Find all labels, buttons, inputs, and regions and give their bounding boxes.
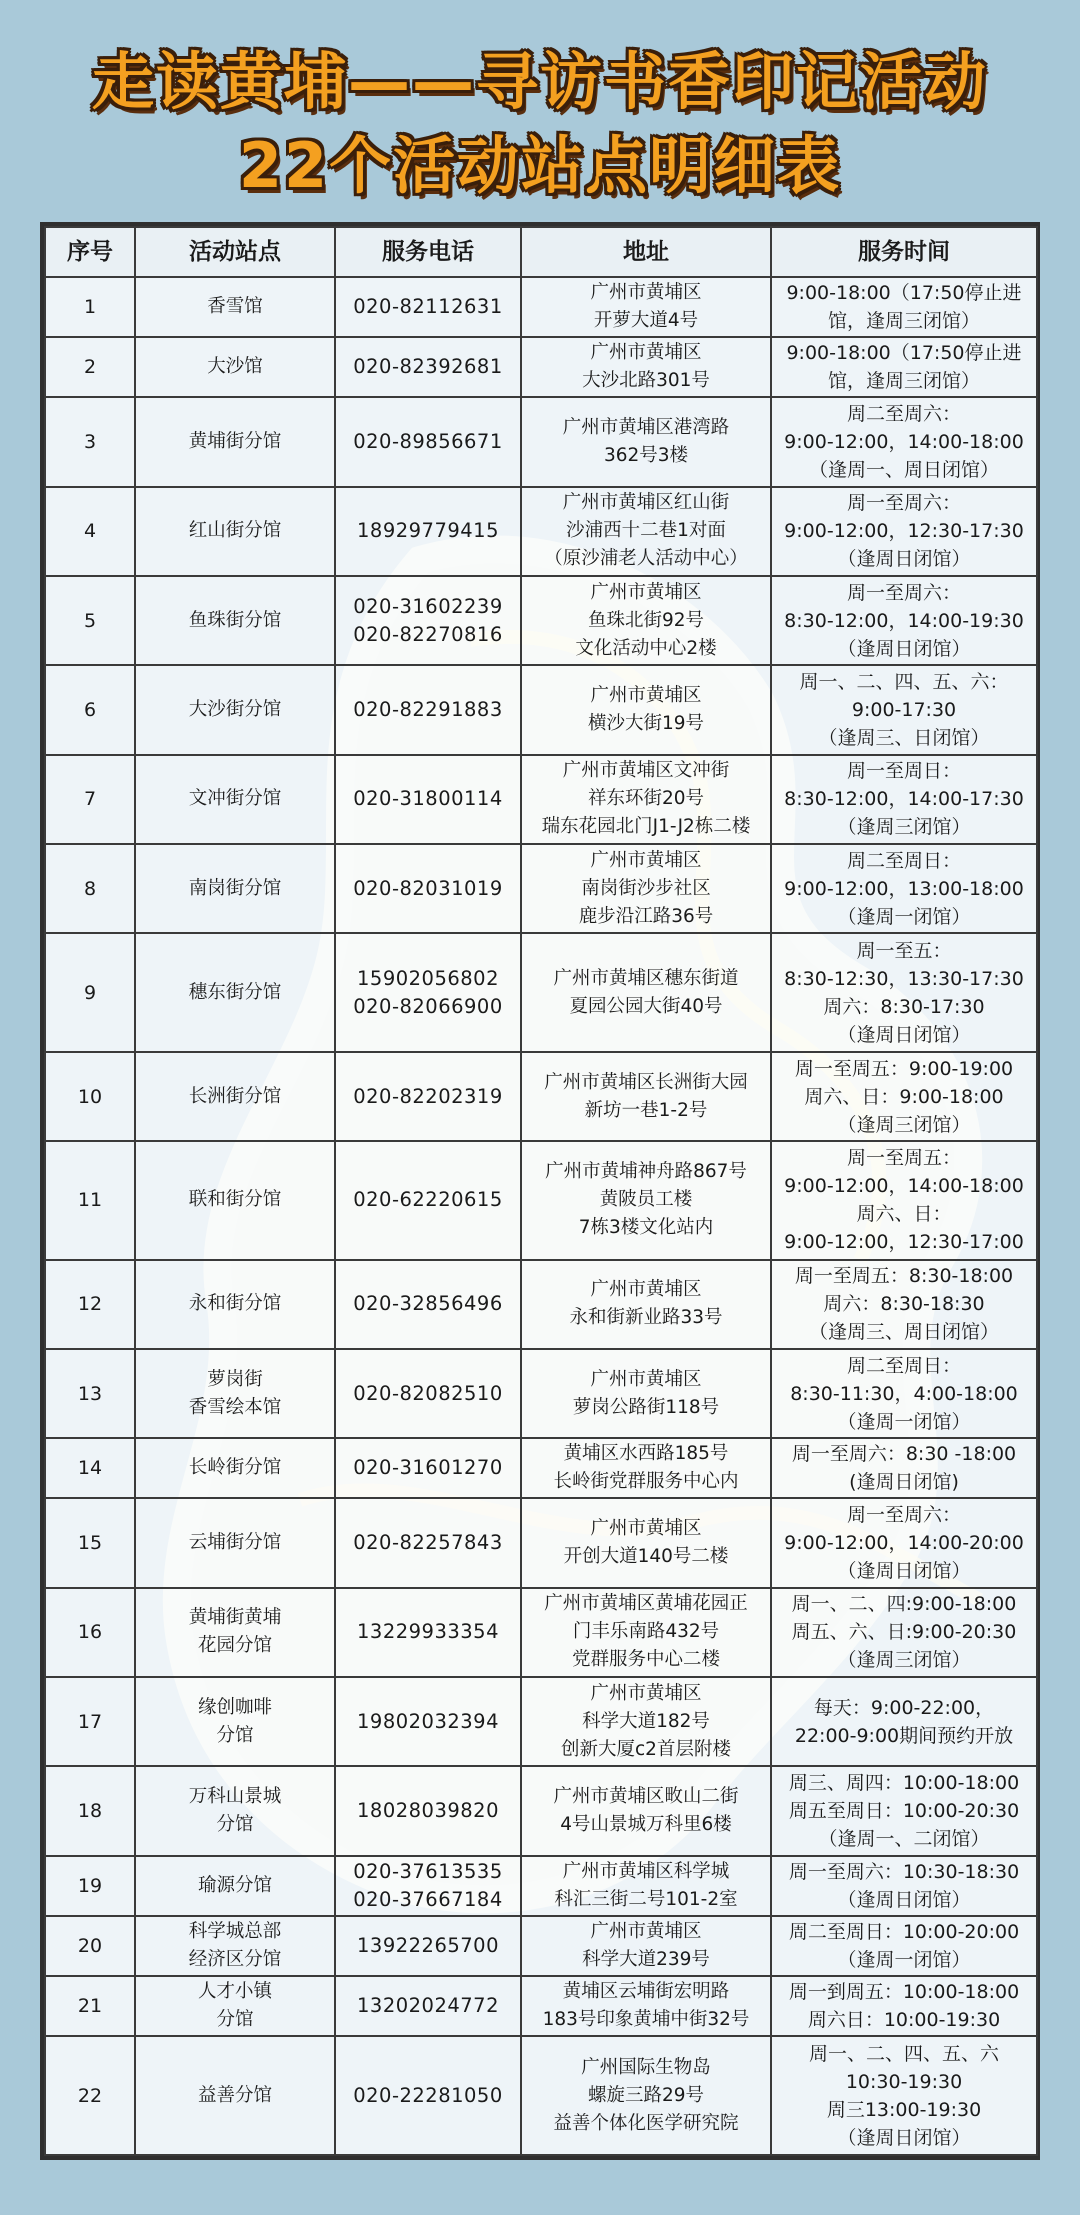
service-hours-cell: 周一至周五： 9:00-12:00，14:00-18:00 周六、日： 9:00-12:00，12:30-17:00 <box>771 1141 1037 1259</box>
phone-number-cell: 020-82257843 <box>335 1498 521 1587</box>
phone-number-cell: 020-22281050 <box>335 2036 521 2155</box>
table-body <box>45 277 1037 2155</box>
service-hours-cell: 周一、二、四、五、六 10:30-19:30 周三13:00-19:30 （逢周日闭馆） <box>771 2036 1037 2155</box>
phone-number-cell: 18929779415 <box>335 487 521 576</box>
row-number-cell: 14 <box>45 1438 135 1498</box>
site-name-cell: 文冲街分馆 <box>135 755 335 844</box>
table-row <box>45 665 1037 754</box>
phone-number-cell: 020-82082510 <box>335 1349 521 1438</box>
row-number-cell: 13 <box>45 1349 135 1438</box>
service-hours-cell: 周二至周日： 9:00-12:00，13:00-18:00 （逢周一闭馆） <box>771 844 1037 933</box>
address-cell: 广州市黄埔区文冲街 祥东环街20号 瑞东花园北门J1-J2栋二楼 <box>521 755 771 844</box>
service-hours-cell: 周一、二、四、五、六： 9:00-17:30 （逢周三、日闭馆） <box>771 665 1037 754</box>
address-cell: 广州市黄埔区 开创大道140号二楼 <box>521 1498 771 1587</box>
table-row <box>45 1438 1037 1498</box>
site-name-cell: 益善分馆 <box>135 2036 335 2155</box>
site-name-cell: 长洲街分馆 <box>135 1052 335 1141</box>
table-row <box>45 755 1037 844</box>
column-header-hours: 服务时间 <box>771 227 1037 277</box>
service-hours-cell: 周一至周六： 8:30-12:00，14:00-19:30 （逢周日闭馆） <box>771 576 1037 665</box>
table-row <box>45 1976 1037 2036</box>
site-name-cell: 萝岗街 香雪绘本馆 <box>135 1349 335 1438</box>
table-row <box>45 487 1037 576</box>
table-row <box>45 1349 1037 1438</box>
phone-number-cell: 020-82031019 <box>335 844 521 933</box>
table-row <box>45 277 1037 337</box>
site-name-cell: 科学城总部 经济区分馆 <box>135 1916 335 1976</box>
address-cell: 广州市黄埔区港湾路 362号3楼 <box>521 397 771 486</box>
table-row <box>45 1766 1037 1855</box>
phone-number-cell: 13229933354 <box>335 1588 521 1677</box>
row-number-cell: 5 <box>45 576 135 665</box>
site-name-cell: 永和街分馆 <box>135 1260 335 1349</box>
phone-number-cell: 13202024772 <box>335 1976 521 2036</box>
stations-table <box>44 226 1038 2156</box>
table-row <box>45 1588 1037 1677</box>
address-cell: 广州市黄埔区 开萝大道4号 <box>521 277 771 337</box>
address-cell: 黄埔区水西路185号 长岭街党群服务中心内 <box>521 1438 771 1498</box>
row-number-cell: 22 <box>45 2036 135 2155</box>
phone-number-cell: 18028039820 <box>335 1766 521 1855</box>
table-row <box>45 2036 1037 2155</box>
page-header <box>0 40 1080 208</box>
column-header-phone: 服务电话 <box>335 227 521 277</box>
service-hours-cell: 周一至周五：8:30-18:00 周六：8:30-18:30 （逢周三、周日闭馆） <box>771 1260 1037 1349</box>
column-header-no: 序号 <box>45 227 135 277</box>
table-row <box>45 337 1037 397</box>
table-row <box>45 1052 1037 1141</box>
phone-number-cell: 020-31601270 <box>335 1438 521 1498</box>
site-name-cell: 南岗街分馆 <box>135 844 335 933</box>
phone-number-cell: 020-37613535 020-37667184 <box>335 1856 521 1916</box>
address-cell: 广州市黄埔区 科学大道239号 <box>521 1916 771 1976</box>
site-name-cell: 红山街分馆 <box>135 487 335 576</box>
address-cell: 广州市黄埔区 鱼珠北街92号 文化活动中心2楼 <box>521 576 771 665</box>
phone-number-cell: 15902056802 020-82066900 <box>335 933 521 1051</box>
address-cell: 广州市黄埔区畋山二街 4号山景城万科里6楼 <box>521 1766 771 1855</box>
address-cell: 广州市黄埔神舟路867号 黄陂员工楼 7栋3楼文化站内 <box>521 1141 771 1259</box>
table-row <box>45 844 1037 933</box>
address-cell: 广州市黄埔区长洲街大园 新坊一巷1-2号 <box>521 1052 771 1141</box>
site-name-cell: 大沙街分馆 <box>135 665 335 754</box>
address-cell: 广州市黄埔区 永和街新业路33号 <box>521 1260 771 1349</box>
service-hours-cell: 周一至周六：8:30 -18:00 (逢周日闭馆) <box>771 1438 1037 1498</box>
site-name-cell: 联和街分馆 <box>135 1141 335 1259</box>
table-header-row <box>45 227 1037 277</box>
row-number-cell: 16 <box>45 1588 135 1677</box>
phone-number-cell: 020-82291883 <box>335 665 521 754</box>
table-row <box>45 1498 1037 1587</box>
address-cell: 广州市黄埔区科学城 科汇三街二号101-2室 <box>521 1856 771 1916</box>
table-row <box>45 933 1037 1051</box>
service-hours-cell: 周一、二、四:9:00-18:00 周五、六、日:9:00-20:30 （逢周三闭馆） <box>771 1588 1037 1677</box>
site-name-cell: 香雪馆 <box>135 277 335 337</box>
row-number-cell: 19 <box>45 1856 135 1916</box>
service-hours-cell: 周一至五： 8:30-12:30，13:30-17:30 周六：8:30-17:30 （逢周日闭馆） <box>771 933 1037 1051</box>
site-name-cell: 黄埔街分馆 <box>135 397 335 486</box>
row-number-cell: 21 <box>45 1976 135 2036</box>
address-cell: 广州市黄埔区 南岗街沙步社区 鹿步沿江路36号 <box>521 844 771 933</box>
table-row <box>45 1856 1037 1916</box>
service-hours-cell: 9:00-18:00（17:50停止进 馆，逢周三闭馆） <box>771 277 1037 337</box>
table-row <box>45 1141 1037 1259</box>
phone-number-cell: 020-89856671 <box>335 397 521 486</box>
site-name-cell: 穗东街分馆 <box>135 933 335 1051</box>
address-cell: 广州市黄埔区 萝岗公路街118号 <box>521 1349 771 1438</box>
service-hours-cell: 周一到周五：10:00-18:00 周六日：10:00-19:30 <box>771 1976 1037 2036</box>
address-cell: 广州市黄埔区黄埔花园正 门丰乐南路432号 党群服务中心二楼 <box>521 1588 771 1677</box>
phone-number-cell: 020-82392681 <box>335 337 521 397</box>
service-hours-cell: 周一至周六： 9:00-12:00，12:30-17:30 （逢周日闭馆） <box>771 487 1037 576</box>
phone-number-cell: 020-62220615 <box>335 1141 521 1259</box>
address-cell: 广州市黄埔区 科学大道182号 创新大厦c2首层附楼 <box>521 1677 771 1766</box>
service-hours-cell: 周一至周六： 9:00-12:00，14:00-20:00 （逢周日闭馆） <box>771 1498 1037 1587</box>
row-number-cell: 15 <box>45 1498 135 1587</box>
row-number-cell: 8 <box>45 844 135 933</box>
address-cell: 黄埔区云埔街宏明路 183号印象黄埔中街32号 <box>521 1976 771 2036</box>
site-name-cell: 云埔街分馆 <box>135 1498 335 1587</box>
address-cell: 广州市黄埔区 大沙北路301号 <box>521 337 771 397</box>
row-number-cell: 12 <box>45 1260 135 1349</box>
phone-number-cell: 19802032394 <box>335 1677 521 1766</box>
phone-number-cell: 020-82112631 <box>335 277 521 337</box>
service-hours-cell: 周一至周日： 8:30-12:00，14:00-17:30 （逢周三闭馆） <box>771 755 1037 844</box>
address-cell: 广州市黄埔区穗东街道 夏园公园大街40号 <box>521 933 771 1051</box>
table-row <box>45 1260 1037 1349</box>
column-header-site: 活动站点 <box>135 227 335 277</box>
site-name-cell: 鱼珠街分馆 <box>135 576 335 665</box>
stations-table-container <box>40 222 1040 2160</box>
table-row <box>45 1916 1037 1976</box>
service-hours-cell: 周三、周四：10:00-18:00 周五至周日：10:00-20:30 （逢周一、二闭馆） <box>771 1766 1037 1855</box>
service-hours-cell: 周二至周六： 9:00-12:00，14:00-18:00 （逢周一、周日闭馆） <box>771 397 1037 486</box>
row-number-cell: 17 <box>45 1677 135 1766</box>
table-row <box>45 576 1037 665</box>
column-header-address: 地址 <box>521 227 771 277</box>
site-name-cell: 瑜源分馆 <box>135 1856 335 1916</box>
phone-number-cell: 020-32856496 <box>335 1260 521 1349</box>
row-number-cell: 10 <box>45 1052 135 1141</box>
page-title: 走读黄埔——寻访书香印记活动 <box>91 45 988 118</box>
site-name-cell: 大沙馆 <box>135 337 335 397</box>
service-hours-cell: 周一至周五：9:00-19:00 周六、日：9:00-18:00 （逢周三闭馆） <box>771 1052 1037 1141</box>
row-number-cell: 11 <box>45 1141 135 1259</box>
service-hours-cell: 周二至周日：10:00-20:00 （逢周一闭馆） <box>771 1916 1037 1976</box>
phone-number-cell: 020-31602239 020-82270816 <box>335 576 521 665</box>
phone-number-cell: 020-31800114 <box>335 755 521 844</box>
row-number-cell: 20 <box>45 1916 135 1976</box>
phone-number-cell: 13922265700 <box>335 1916 521 1976</box>
table-row <box>45 1677 1037 1766</box>
site-name-cell: 人才小镇 分馆 <box>135 1976 335 2036</box>
row-number-cell: 18 <box>45 1766 135 1855</box>
row-number-cell: 7 <box>45 755 135 844</box>
address-cell: 广州国际生物岛 螺旋三路29号 益善个体化医学研究院 <box>521 2036 771 2155</box>
row-number-cell: 2 <box>45 337 135 397</box>
row-number-cell: 3 <box>45 397 135 486</box>
service-hours-cell: 周二至周日： 8:30-11:30，4:00-18:00 （逢周一闭馆） <box>771 1349 1037 1438</box>
service-hours-cell: 周一至周六：10:30-18:30 （逢周日闭馆） <box>771 1856 1037 1916</box>
table-row <box>45 397 1037 486</box>
site-name-cell: 长岭街分馆 <box>135 1438 335 1498</box>
service-hours-cell: 每天：9:00-22:00， 22:00-9:00期间预约开放 <box>771 1677 1037 1766</box>
service-hours-cell: 9:00-18:00（17:50停止进 馆，逢周三闭馆） <box>771 337 1037 397</box>
site-name-cell: 缘创咖啡 分馆 <box>135 1677 335 1766</box>
row-number-cell: 1 <box>45 277 135 337</box>
row-number-cell: 9 <box>45 933 135 1051</box>
row-number-cell: 6 <box>45 665 135 754</box>
site-name-cell: 万科山景城 分馆 <box>135 1766 335 1855</box>
row-number-cell: 4 <box>45 487 135 576</box>
address-cell: 广州市黄埔区 横沙大街19号 <box>521 665 771 754</box>
address-cell: 广州市黄埔区红山街 沙浦西十二巷1对面 （原沙浦老人活动中心） <box>521 487 771 576</box>
phone-number-cell: 020-82202319 <box>335 1052 521 1141</box>
site-name-cell: 黄埔街黄埔 花园分馆 <box>135 1588 335 1677</box>
page-subtitle: 22个活动站点明细表 <box>238 129 842 202</box>
